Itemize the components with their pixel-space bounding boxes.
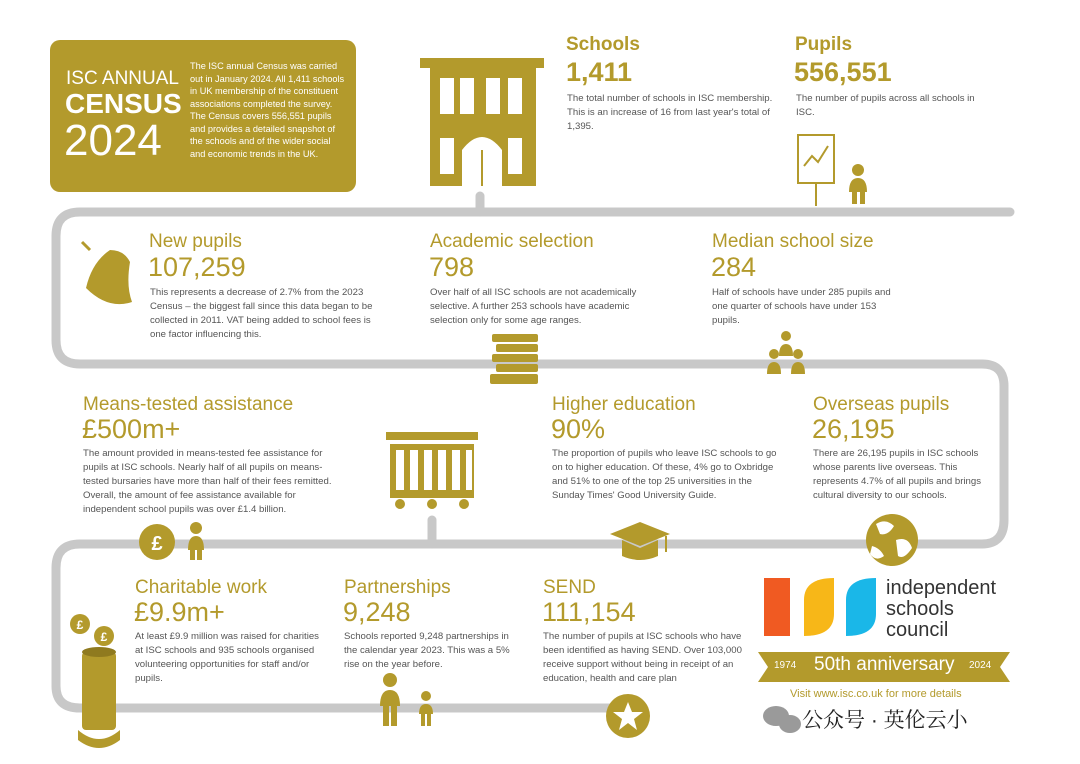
- logo-line-independent: independent: [886, 577, 997, 599]
- star-icon: [606, 694, 650, 738]
- send-title: SEND: [543, 577, 596, 598]
- new-pupils-value: 107,259: [148, 252, 246, 282]
- census-title-year: 2024: [64, 116, 162, 165]
- adult-child-icon: [380, 673, 433, 726]
- pupils-value: 556,551: [794, 57, 892, 87]
- school-building-columns-icon: [386, 432, 478, 509]
- anniversary-end-year: 2024: [969, 660, 992, 671]
- partnerships-value: 9,248: [343, 597, 411, 627]
- logo-line-schools: schools: [886, 598, 954, 620]
- chart-board-icon: [798, 135, 834, 206]
- new-pupils-description: This represents a decrease of 2.7% from the 2023 Census – the biggest fall since this data began to be collected in 2011. VAT being added to school fees is one factor influencing this.: [150, 287, 373, 340]
- median-size-value: 284: [711, 252, 757, 282]
- census-title-box: [50, 40, 356, 192]
- globe-icon: [866, 514, 918, 566]
- send-value: 111,154: [542, 597, 636, 627]
- anniversary-label: 50th anniversary: [814, 654, 955, 675]
- watermark: [760, 704, 968, 734]
- schools-description: The total number of schools in ISC membership. This is an increase of 16 from last year's total of 1,395.: [567, 93, 773, 132]
- svg-text:£: £: [151, 533, 163, 555]
- means-tested-title: Means-tested assistance: [83, 394, 294, 415]
- visit-website-text[interactable]: Visit www.isc.co.uk for more details: [790, 688, 962, 700]
- charitable-work-description: At least £9.9 million was raised for charities at ISC schools and 935 schools organised volunteering opportunities for staff and/or pupils.: [135, 631, 319, 684]
- svg-text:£: £: [100, 630, 108, 644]
- census-description: The ISC annual Census was carried out in January 2024. All 1,411 schools in UK membership of the constituent associations completed the survey. The Census covers 556,551 pupils and provides a detailed snapshot of the schools and of the wider social and economic trends in the UK.: [190, 61, 345, 159]
- overseas-pupils-description: There are 26,195 pupils in ISC schools whose parents live overseas. This represents 4.7% of all pupils and brings cultural diversity to our schools.: [813, 448, 981, 501]
- overseas-pupils-title: Overseas pupils: [813, 394, 950, 415]
- charitable-work-title: Charitable work: [135, 577, 267, 598]
- schools-title: Schools: [566, 34, 640, 55]
- academic-selection-title: Academic selection: [430, 231, 594, 252]
- means-tested-value: £500m+: [82, 414, 181, 444]
- send-description: The number of pupils at ISC schools who have been identified as having SEND. Over 103,000 receive support without being in receipt of an education, health and care plan: [543, 631, 742, 684]
- logo-line-council: council: [886, 619, 949, 641]
- means-tested-description: The amount provided in means-tested fee assistance for pupils at ISC schools. Nearly half of all pupils on means-tested bursaries have more than half of their fees remitted. Overall, the amount of fee assistance available for independent school pupils was over £1.4 billion.: [83, 448, 332, 515]
- partnerships-title: Partnerships: [344, 577, 451, 598]
- partnerships-description: Schools reported 9,248 partnerships in the calendar year 2023. This was a 5% rise on the year before.: [344, 631, 510, 670]
- higher-education-description: The proportion of pupils who leave ISC schools to go on to higher education. Of these, 4% go to Oxbridge and 51% to one of the top 25 universities in the Sunday Times' Good University Guide.: [552, 448, 777, 501]
- bell-icon: [82, 242, 132, 304]
- person-icon: [188, 522, 204, 560]
- isc-logo-icon: [764, 578, 876, 636]
- anniversary-start-year: 1974: [774, 660, 797, 671]
- charity-tin-icon: [70, 614, 120, 748]
- median-size-title: Median school size: [712, 231, 874, 252]
- isc-logo-wordmark: [886, 578, 996, 641]
- higher-education-value: 90%: [551, 414, 606, 444]
- census-title-line1: ISC ANNUAL: [66, 68, 179, 89]
- pound-coin-icon: [139, 524, 175, 560]
- pupils-title: Pupils: [795, 34, 853, 55]
- higher-education-title: Higher education: [552, 394, 696, 415]
- census-title-line2: CENSUS: [65, 88, 182, 119]
- academic-selection-value: 798: [429, 252, 475, 282]
- charitable-work-value: £9.9m+: [134, 597, 225, 627]
- academic-selection-description: Over half of all ISC schools are not academically selective. A further 253 schools have academic selection only for some age ranges.: [430, 287, 637, 326]
- books-icon: [490, 334, 538, 384]
- pupils-description: The number of pupils across all schools in ISC.: [796, 93, 975, 118]
- overseas-pupils-value: 26,195: [812, 414, 895, 444]
- svg-text:£: £: [76, 618, 84, 632]
- new-pupils-title: New pupils: [149, 231, 242, 252]
- wechat-watermark-icon: [760, 706, 794, 732]
- school-building-icon: [420, 58, 544, 186]
- child-icon: [849, 164, 867, 204]
- watermark-text: 公众号 · 英伦云小: [802, 709, 968, 732]
- median-size-description: Half of schools have under 285 pupils and one quarter of schools have under 153 pupils.: [712, 287, 891, 326]
- schools-value: 1,411: [566, 57, 633, 87]
